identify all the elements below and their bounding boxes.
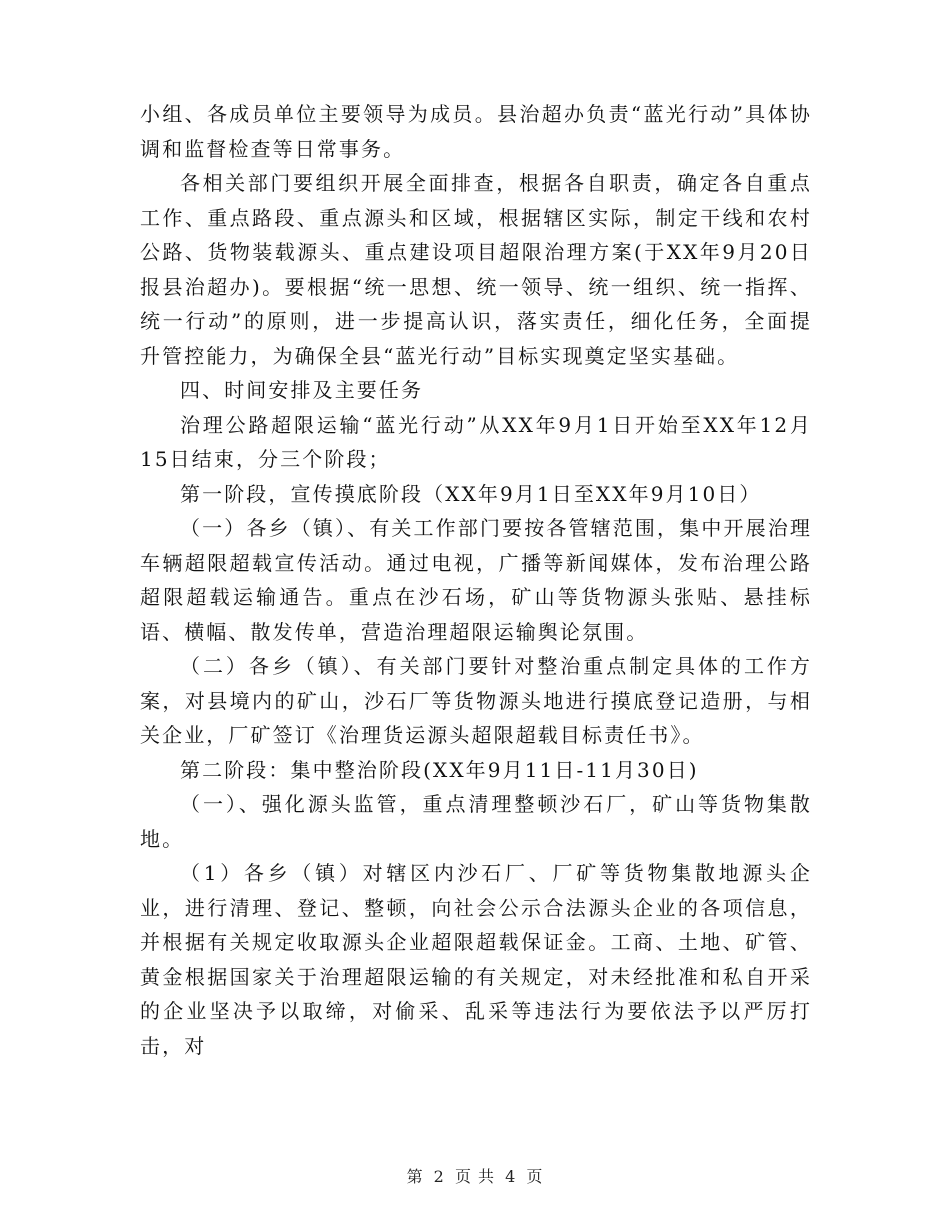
paragraph-departments: 各相关部门要组织开展全面排查，根据各自职责，确定各自重点工作、重点路段、重点源头和区域，根据辖区实际，制定干线和农村公路、货物装载源头、重点建设项目超限治理方案(于XX年9月20日报县治超办)。要根据“统一思想、统一领导、统一组织、统一指挥、统一行动”的原则，进一步提高认识，落实责任，细化任务，全面提升管控能力，为确保全县“蓝光行动”目标实现奠定坚实基础。 bbox=[140, 171, 812, 368]
footer-total-pages: 4 bbox=[505, 1167, 517, 1186]
footer-current-page: 2 bbox=[433, 1167, 445, 1186]
stage-two-heading: 第二阶段：集中整治阶段(XX年9月11日-11月30日) bbox=[180, 757, 699, 782]
footer-middle: 页 共 bbox=[454, 1167, 496, 1186]
section-heading-schedule: 四、时间安排及主要任务 bbox=[180, 378, 424, 402]
paragraph-continuation: 小组、各成员单位主要领导为成员。县治超办负责“蓝光行动”具体协调和监督检查等日常事务。 bbox=[140, 102, 812, 161]
footer-suffix: 页 bbox=[526, 1167, 544, 1186]
document-body bbox=[140, 97, 812, 1063]
stage-two-item-1: （一）、强化源头监管，重点清理整顿沙石厂，矿山等货物集散地。 bbox=[140, 792, 812, 851]
paragraph-timeline: 治理公路超限运输“蓝光行动”从XX年9月1日开始至XX年12月15日结束，分三个阶段； bbox=[140, 412, 812, 471]
stage-two-subitem-1: （1）各乡（镇）对辖区内沙石厂、厂矿等货物集散地源头企业，进行清理、登记、整顿，向社会公示合法源头企业的各项信息，并根据有关规定收取源头企业超限超载保证金。工商、土地、矿管、黄金根据国家关于治理超限运输的有关规定，对未经批准和私自开采的企业坚决予以取缔，对偷采、乱采等违法行为要依法予以严厉打击，对 bbox=[140, 861, 812, 1058]
stage-one-item-2: （二）各乡（镇）、有关部门要针对整治重点制定具体的工作方案，对县境内的矿山，沙石厂等货物源头地进行摸底登记造册，与相关企业，厂矿签订《治理货运源头超限超载目标责任书》。 bbox=[140, 654, 812, 747]
stage-one-heading: 第一阶段，宣传摸底阶段（XX年9月1日至XX年9月10日） bbox=[180, 481, 762, 506]
page-footer bbox=[0, 1164, 950, 1187]
footer-prefix: 第 bbox=[406, 1167, 424, 1186]
stage-one-item-1: （一）各乡（镇）、有关工作部门要按各管辖范围，集中开展治理车辆超限超载宣传活动。通过电视，广播等新闻媒体，发布治理公路超限超载运输通告。重点在沙石场，矿山等货物源头张贴、悬挂标语、横幅、散发传单，营造治理超限运输舆论氛围。 bbox=[140, 516, 812, 644]
